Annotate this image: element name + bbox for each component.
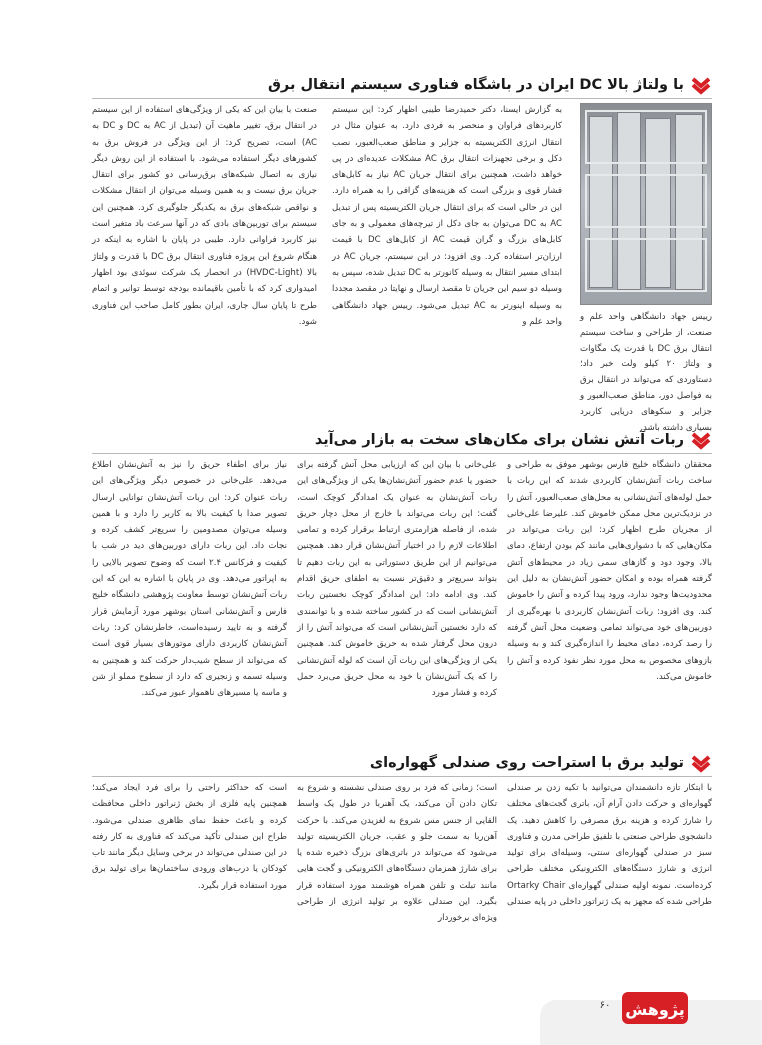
page-number: ۶۰ — [599, 1000, 611, 1011]
article-column: به گزارش ایسنا، دکتر حمیدرضا طیبی اظهار کرد: این سیستم کاربردهای فراوان و منحصر به فردی دارد. به عنوان مثال در انتقال انرژی الکتریسیته به جزایر و مناطق صعب‌العبور، نصب دکل و برخی تجهیزات انتقال برق AC مشکلات عدیده‌ای در پی خواهد داشت، همچنین برای انتقال جریان AC نیاز به کابل‌های فشار قوی و بزرگی است که هزینه‌های گزافی را به همراه دارد. این در حالی است که برای انتقال جریان الکتریسیته پس از تبدیل AC به DC می‌توان به جای دکل از تیرچه‌های معمولی و به جای کابل‌های بزرگ و گران قیمت AC از کابل‌های DC با قیمت ارزان‌تر استفاده کرد. وی افزود: در این سیستم، جریان AC در ابتدای مسیر انتقال به وسیله کانورتر به DC تبدیل شده، سپس به وسیله دو سیم این جریان تا مقصد ارسال و نهایتا در مقصد مجددا به وسیله اینورتر به AC تبدیل می‌شود. رییس جهاد دانشگاهی واحد علم و — [332, 105, 563, 327]
article-hvdc — [92, 70, 712, 433]
article-column: صنعت با بیان این که یکی از ویژگی‌های استفاده از این سیستم در انتقال برق، تغییر ماهیت آن (تبدیل از AC به DC و DC به AC) است، تصریح کرد: از این ویژگی در فروش برق به کشورهای دیگر استفاده می‌شود. با استفاده از این روش دیگر نیازی به اتصال شبکه‌های برق‌رسانی دو کشور برای انتقال جریان برق نیست و به همین وسیله می‌توان از انتقال مشکلات و نواقص شبکه‌های برق به یکدیگر جلوگیری کرد. همچنین این سیستم برای توربین‌های بادی که در آنها سرعت باد متغیر است نیز کاربرد فراوانی دارد. طیبی در پایان با اشاره به اینکه در هنگام شروع این پروژه فناوری انتقال برق DC با قدرت و ولتاژ بالا (HVDC-Light) در انحصار یک شرکت سوئدی بود اظهار امیدواری کرد که با تأمین باقیمانده بودجه توسط توانیر و اتمام طرح تا پایان سال جاری، ایران بطور کامل صاحب این فناوری شود. — [92, 105, 317, 327]
article-rocking-chair — [92, 748, 712, 948]
article-headline — [370, 754, 712, 772]
server-rack-photo — [580, 103, 712, 305]
article-column: با ابتکار تازه دانشمندان می‌توانید با تکیه زدن بر صندلی گهواره‌ای و حرکت دادن آرام آن، باتری گجت‌های مختلف را شارژ کرده و هزینه برق مصرفی را کاهش دهید. یک دانشجوی طراحی صنعتی با تلفیق طراحی مدرن و فناوری سبز در صندلی گهواره‌ای سنتی، وسیله‌ای برای تولید انرژی و شارژ دستگاه‌های الکترونیکی مختلف طراحی کرده‌است. نمونه اولیه صندلی گهواره‌ای Ortarky Chair طراحی شده که مجهز به یک ژنراتور داخلی در پایه صندلی — [507, 783, 712, 908]
article-column: علی‌خانی با بیان این که ارزیابی محل آتش گرفته برای حضور یا عدم حضور آتش‌نشان‌ها یکی از ویژگی‌های این ربات آتش‌نشان به عنوان یک امدادگر کوچک است، گفت: این ربات می‌تواند با خارج از محل دچار حریق شده، از فاصله هزارمتری ارتباط برقرار کرده و تمامی اطلاعات لازم را در اختیار آتش‌نشان قرار دهد. همچنین می‌توانیم از این طریق دستوراتی به این ربات دهیم تا بتواند سریع‌تر و دقیق‌تر نسبت به اطفای حریق اقدام کند. وی ادامه داد: این امدادگر کوچک نخستین ربات آتش‌نشانی است که در کشور ساخته شده و با توانمندی که دارد نخستین آتش‌نشانی است که می‌تواند آتش را از درون محل گرفتار شده به حریق خاموش کند. همچنین یکی از ویژگی‌های این ربات آن است که لوله آتش‌نشانی را که یک آتش‌نشان با خود به محل حریق می‌برد حمل کرده و فشار مورد — [297, 460, 497, 699]
article-column: نیاز برای اطفاء حریق را نیز به آتش‌نشان اطلاع می‌دهد. علی‌خانی در خصوص دیگر ویژگی‌های این ربات عنوان کرد: این ربات آتش‌نشان توانایی ارسال تصویر صدا با کیفیت بالا به کاربر را دارد و با همین وسیله می‌توان مصدومین را سریع‌تر کشف کرده و نجات داد. این ربات دارای دوربین‌های دید در شب با کیفیت و فرکانس ۲.۴ است که وضوح تصویر بالایی را به اپراتور می‌دهد. وی در پایان با اشاره به این که این ربات آتش‌نشان توسط معاونت پژوهشی دانشگاه خلیج فارس و آتش‌نشانی استان بوشهر مورد آزمایش قرار گرفته و به تایید رسیده‌است، خاطرنشان کرد: ربات آتش‌نشان کاربردی دارای موتورهای بسیار قوی است که می‌تواند از سطح شیب‌دار حرکت کند و همچنین به وسیله تسمه و زنجیری که دارد از سطوح مملو از شن و ماسه یا مسیرهای ناهموار عبور می‌کند. — [92, 460, 287, 699]
photo-caption: رییس جهاد دانشگاهی واحد علم و صنعت، از طراحی و ساخت سیستم انتقال برق DC با قدرت یک مگاوات و ولتاژ ۲۰ کیلو ولت خبر داد؛ دستاوردی که می‌تواند در انتقال برق به فواصل دور، مناطق صعب‌العبور و جزایر و سکوهای دریایی کاربرد بسیاری داشته باشد. — [580, 312, 712, 433]
article-headline — [268, 76, 712, 94]
article-fire-robot — [92, 425, 712, 725]
divider — [92, 776, 712, 777]
magazine-logo — [620, 988, 690, 1028]
article-column: است که حداکثر راحتی را برای فرد ایجاد می‌کند؛ همچنین پایه فلزی از بخش ژنراتور داخلی محافظت کرده و باعث حفظ نمای ظاهری صندلی می‌شود. طراح این صندلی تأکید می‌کند که فناوری به کار رفته در این صندلی می‌تواند در برخی وسایل دیگر مانند تاب کودکان یا درب‌های ورودی ساختمان‌ها برای تولید برق مورد استفاده قرار بگیرد. — [92, 783, 287, 891]
article-headline — [315, 431, 712, 449]
chevron-down-icon — [690, 754, 712, 772]
chevron-down-icon — [690, 76, 712, 94]
article-column: است؛ زمانی که فرد بر روی صندلی نشسته و شروع به تکان دادن آن می‌کند، یک آهنربا در طول یک واسط القایی از جنس مس شروع به لغزیدن می‌کند. با حرکت آهن‌ربا به سمت جلو و عقب، جریان الکتریسیته تولید می‌شود که می‌تواند در باتری‌های بزرگ ذخیره شده یا برای شارژ همزمان دستگاه‌های الکترونیکی و گجت هایی مانند تبلت و تلفن همراه هوشمند مورد استفاده قرار بگیرد. این صندلی علاوه بر تولید انرژی از طراحی ویژه‌ای برخوردار — [297, 783, 497, 924]
article-column: محققان دانشگاه خلیج فارس بوشهر موفق به طراحی و ساخت ربات آتش‌نشان کاربردی شدند که این ربات با حمل لوله‌های آتش‌نشانی به محل‌های صعب‌العبور، آتش را در نزدیک‌ترین محل ممکن خاموش کند. علیرضا علی‌خانی از مجریان طرح اظهار کرد: این ربات می‌تواند در مکان‌هایی که با دشواری‌هایی مانند کم بودن ارتفاع، دمای بالا، وجود دود و گازهای سمی زیاد در محیط‌های آتش گرفته همراه بوده و امکان حضور آتش‌نشان به دلیل این محدودیت‌ها وجود ندارد، ورود پیدا کرده و آتش را خاموش کند. وی افزود: ربات آتش‌نشان کاربردی با بهره‌گیری از دوربین‌های خود می‌تواند تمامی وضعیت محل آتش گرفته را رصد کرده، دمای محیط را اندازه‌گیری کند و به وسیله بازوهای مخصوص به محل مورد نظر نفوذ کرده و آتش را خاموش می‌کند. — [507, 460, 712, 682]
logo-icon — [620, 988, 690, 1028]
divider — [92, 98, 712, 99]
chevron-down-icon — [690, 431, 712, 449]
headline-text: تولید برق با استراحت روی صندلی گهواره‌ای — [369, 755, 684, 771]
logo-text: پژوهش — [625, 1000, 685, 1019]
headline-text: با ولتاژ بالا DC ایران در باشگاه فناوری سیستم انتقال برق — [267, 77, 684, 93]
divider — [92, 453, 712, 454]
headline-text: ربات آتش نشان برای مکان‌های سخت به بازار می‌آید — [314, 432, 684, 448]
